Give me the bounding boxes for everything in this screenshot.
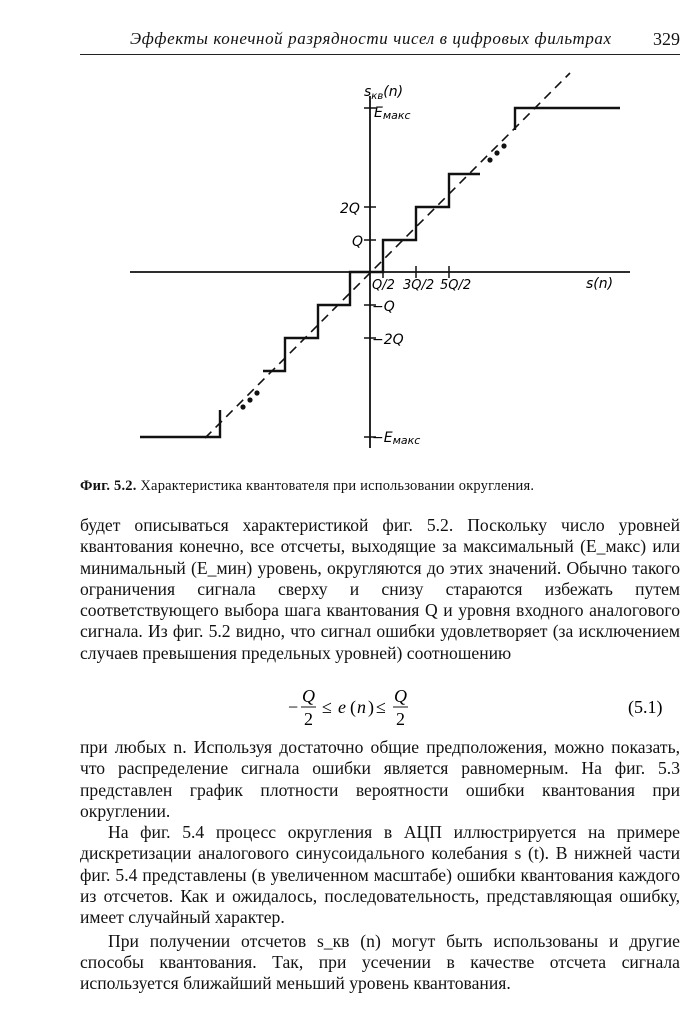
paragraph-1-text: будет описываться характеристикой фиг. 5.2. Поскольку число уровней квантования конечно, все отсчеты, выходящие за максимальный (E_макс) или минимальный (E_мин) уровень, округляются до этих значений. Обычно такого ограничения сигнала сверху и снизу стараются избежать путем соответствующего выбора шага квантования Q и уровня входного аналогового сигнала. Из фиг. 5.2 видно, что сигнал ошибки удовлетворяет (за исключением случаев превышения предельных уровней) соотношению — [80, 515, 680, 663]
svg-text:Q: Q — [394, 686, 407, 706]
y-label-q: Q — [352, 234, 364, 250]
x-axis-label: s(n) — [586, 276, 614, 292]
svg-text:2: 2 — [304, 709, 313, 729]
svg-text:n: n — [357, 697, 366, 717]
running-title: Эффекты конечной разрядности чисел в цифровых фильтрах — [130, 29, 612, 48]
svg-text:2: 2 — [396, 709, 405, 729]
paragraph-2-text: при любых n. Используя достаточно общие предположения, можно показать, что распределение сигнала ошибки является равномерным. На фиг. 5.3 представлен график плотности вероятности ошибки квантования при округлении. — [80, 737, 680, 821]
svg-text:≤: ≤ — [322, 697, 332, 717]
y-label-neg-2q: −2Q — [372, 332, 404, 348]
staircase-top — [515, 108, 620, 130]
y-axis-label: $s_{кв}(n)$ — [364, 84, 404, 102]
paragraph-3-text: На фиг. 5.4 процесс округления в АЦП иллюстрируется на примере дискретизации аналогового синусоидального колебания s (t). В нижней части фиг. 5.4 представлены (в увеличенном масштабе) ошибки квантования каждого из отсчетов. Как и ожидалось, последовательность, представляющая ошибку, имеет случайный характер. — [80, 822, 680, 928]
paragraph-4-text: При получении отсчетов s_кв (n) могут быть использованы и другие способы квантования. Так, при усечении в качестве отсчета сигнала используется ближайший меньший уровень квантования. — [80, 930, 680, 994]
equation-5-1 — [80, 684, 680, 732]
x-label-q2: Q/2 — [372, 278, 395, 293]
staircase-bottom — [140, 410, 220, 437]
svg-text:(: ( — [350, 697, 356, 717]
svg-text:−: − — [288, 697, 299, 717]
equation-number: (5.1) — [628, 697, 663, 717]
paragraph-1 — [80, 515, 680, 664]
svg-text:Q: Q — [302, 686, 315, 706]
paragraph-group — [80, 737, 680, 995]
running-head — [80, 28, 680, 55]
caption-text: Характеристика квантователя при использовании округления. — [140, 478, 535, 494]
svg-text:): ) — [368, 697, 374, 717]
caption-label: Фиг. 5.2. — [80, 478, 137, 494]
y-label-2q: 2Q — [340, 201, 360, 217]
quantizer-figure — [0, 60, 700, 460]
y-label-emax: Eмакс — [374, 105, 411, 122]
x-label-5q2: 5Q/2 — [440, 278, 472, 293]
y-label-neg-q: −Q — [372, 299, 395, 315]
staircase-negative — [263, 272, 370, 371]
svg-text:e: e — [338, 697, 346, 717]
page-number: 329 — [653, 29, 680, 49]
svg-text:≤: ≤ — [376, 697, 386, 717]
figure-caption — [80, 478, 680, 495]
y-label-neg-emax: −Eмакс — [372, 430, 421, 447]
x-label-3q2: 3Q/2 — [403, 278, 435, 293]
